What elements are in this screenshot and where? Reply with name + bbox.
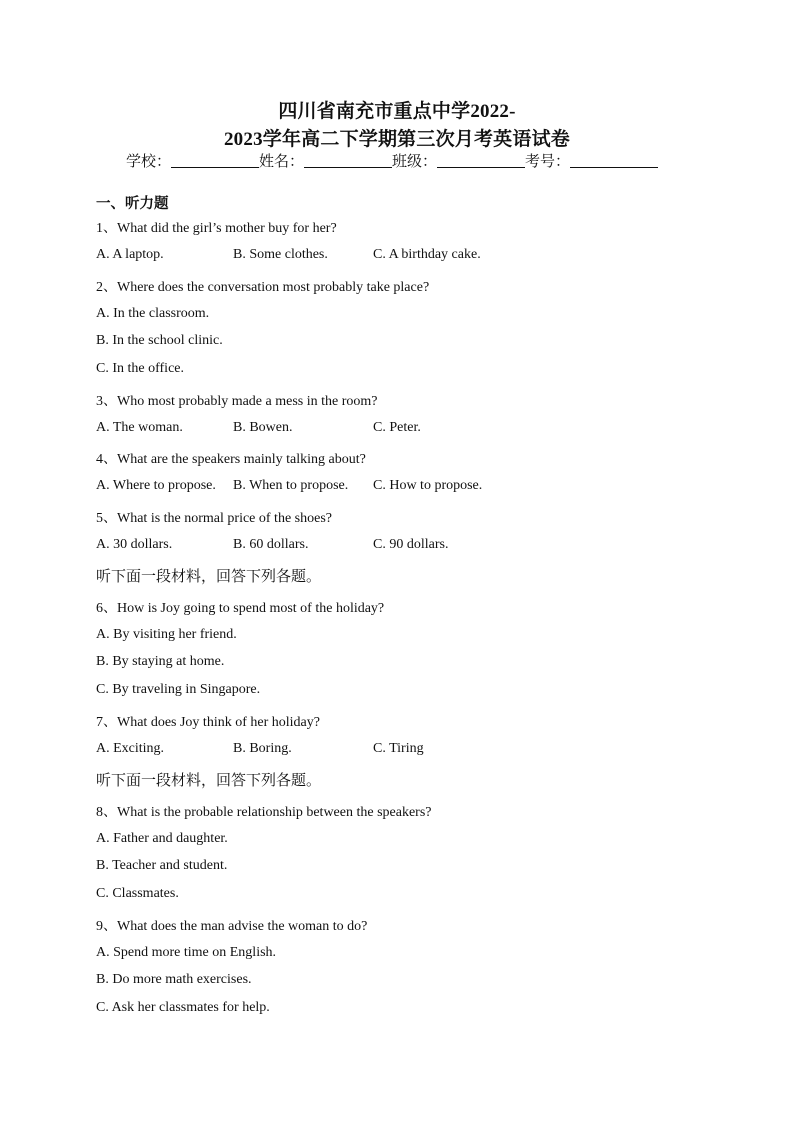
option-a: A. In the classroom. bbox=[96, 306, 210, 321]
option-c: C. Peter. bbox=[373, 420, 421, 435]
option-b: B. When to propose. bbox=[233, 478, 349, 493]
option-a: A. Exciting. bbox=[96, 741, 165, 756]
question-6: 6、How is Joy going to spend most of the holiday? bbox=[96, 601, 385, 616]
exam-number-blank[interactable] bbox=[570, 153, 658, 168]
school-blank[interactable] bbox=[171, 153, 259, 168]
exam-title-line-1: 四川省南充市重点中学2022- bbox=[278, 101, 516, 122]
question-8: 8、What is the probable relationship between the speakers? bbox=[96, 805, 432, 820]
option-a: A. Father and daughter. bbox=[96, 831, 228, 846]
option-a: A. 30 dollars. bbox=[96, 537, 173, 552]
section-title: 一、听力题 bbox=[96, 196, 169, 212]
option-c: C. Tiring bbox=[373, 741, 424, 756]
question-3: 3、Who most probably made a mess in the room? bbox=[96, 394, 378, 409]
name-label: 姓名： bbox=[259, 154, 305, 170]
name-blank[interactable] bbox=[304, 153, 392, 168]
exam-number-label: 考号： bbox=[525, 154, 571, 170]
question-5: 5、What is the normal price of the shoes? bbox=[96, 511, 332, 526]
question-1: 1、What did the girl’s mother buy for her? bbox=[96, 221, 337, 236]
option-a: A. A laptop. bbox=[96, 247, 164, 262]
option-b: B. Boring. bbox=[233, 741, 292, 756]
question-2: 2、Where does the conversation most probably take place? bbox=[96, 280, 430, 295]
school-label: 学校： bbox=[126, 154, 172, 170]
question-7: 7、What does Joy think of her holiday? bbox=[96, 715, 320, 730]
option-c: C. 90 dollars. bbox=[373, 537, 449, 552]
option-a: A. The woman. bbox=[96, 420, 183, 435]
option-b: B. Bowen. bbox=[233, 420, 293, 435]
option-a: A. Spend more time on English. bbox=[96, 945, 277, 960]
class-label: 班级： bbox=[392, 154, 438, 170]
option-a: A. By visiting her friend. bbox=[96, 627, 237, 642]
option-c: C. By traveling in Singapore. bbox=[96, 682, 261, 697]
option-c: C. How to propose. bbox=[373, 478, 483, 493]
listening-instruction: 听下面一段材料，回答下列各题。 bbox=[96, 569, 322, 585]
class-blank[interactable] bbox=[437, 153, 525, 168]
option-b: B. By staying at home. bbox=[96, 654, 225, 669]
option-c: C. Classmates. bbox=[96, 886, 179, 901]
option-c: C. In the office. bbox=[96, 361, 184, 376]
listening-instruction: 听下面一段材料，回答下列各题。 bbox=[96, 773, 322, 789]
option-b: B. 60 dollars. bbox=[233, 537, 309, 552]
student-info-row bbox=[126, 150, 658, 171]
option-b: B. Teacher and student. bbox=[96, 858, 228, 873]
option-c: C. A birthday cake. bbox=[373, 247, 481, 262]
question-9: 9、What does the man advise the woman to do? bbox=[96, 919, 368, 934]
option-c: C. Ask her classmates for help. bbox=[96, 1000, 270, 1015]
exam-title-line-2: 2023学年高二下学期第三次月考英语试卷 bbox=[223, 129, 570, 150]
option-b: B. In the school clinic. bbox=[96, 333, 223, 348]
question-4: 4、What are the speakers mainly talking about? bbox=[96, 452, 366, 467]
option-a: A. Where to propose. bbox=[96, 478, 216, 493]
option-b: B. Do more math exercises. bbox=[96, 972, 252, 987]
option-b: B. Some clothes. bbox=[233, 247, 328, 262]
